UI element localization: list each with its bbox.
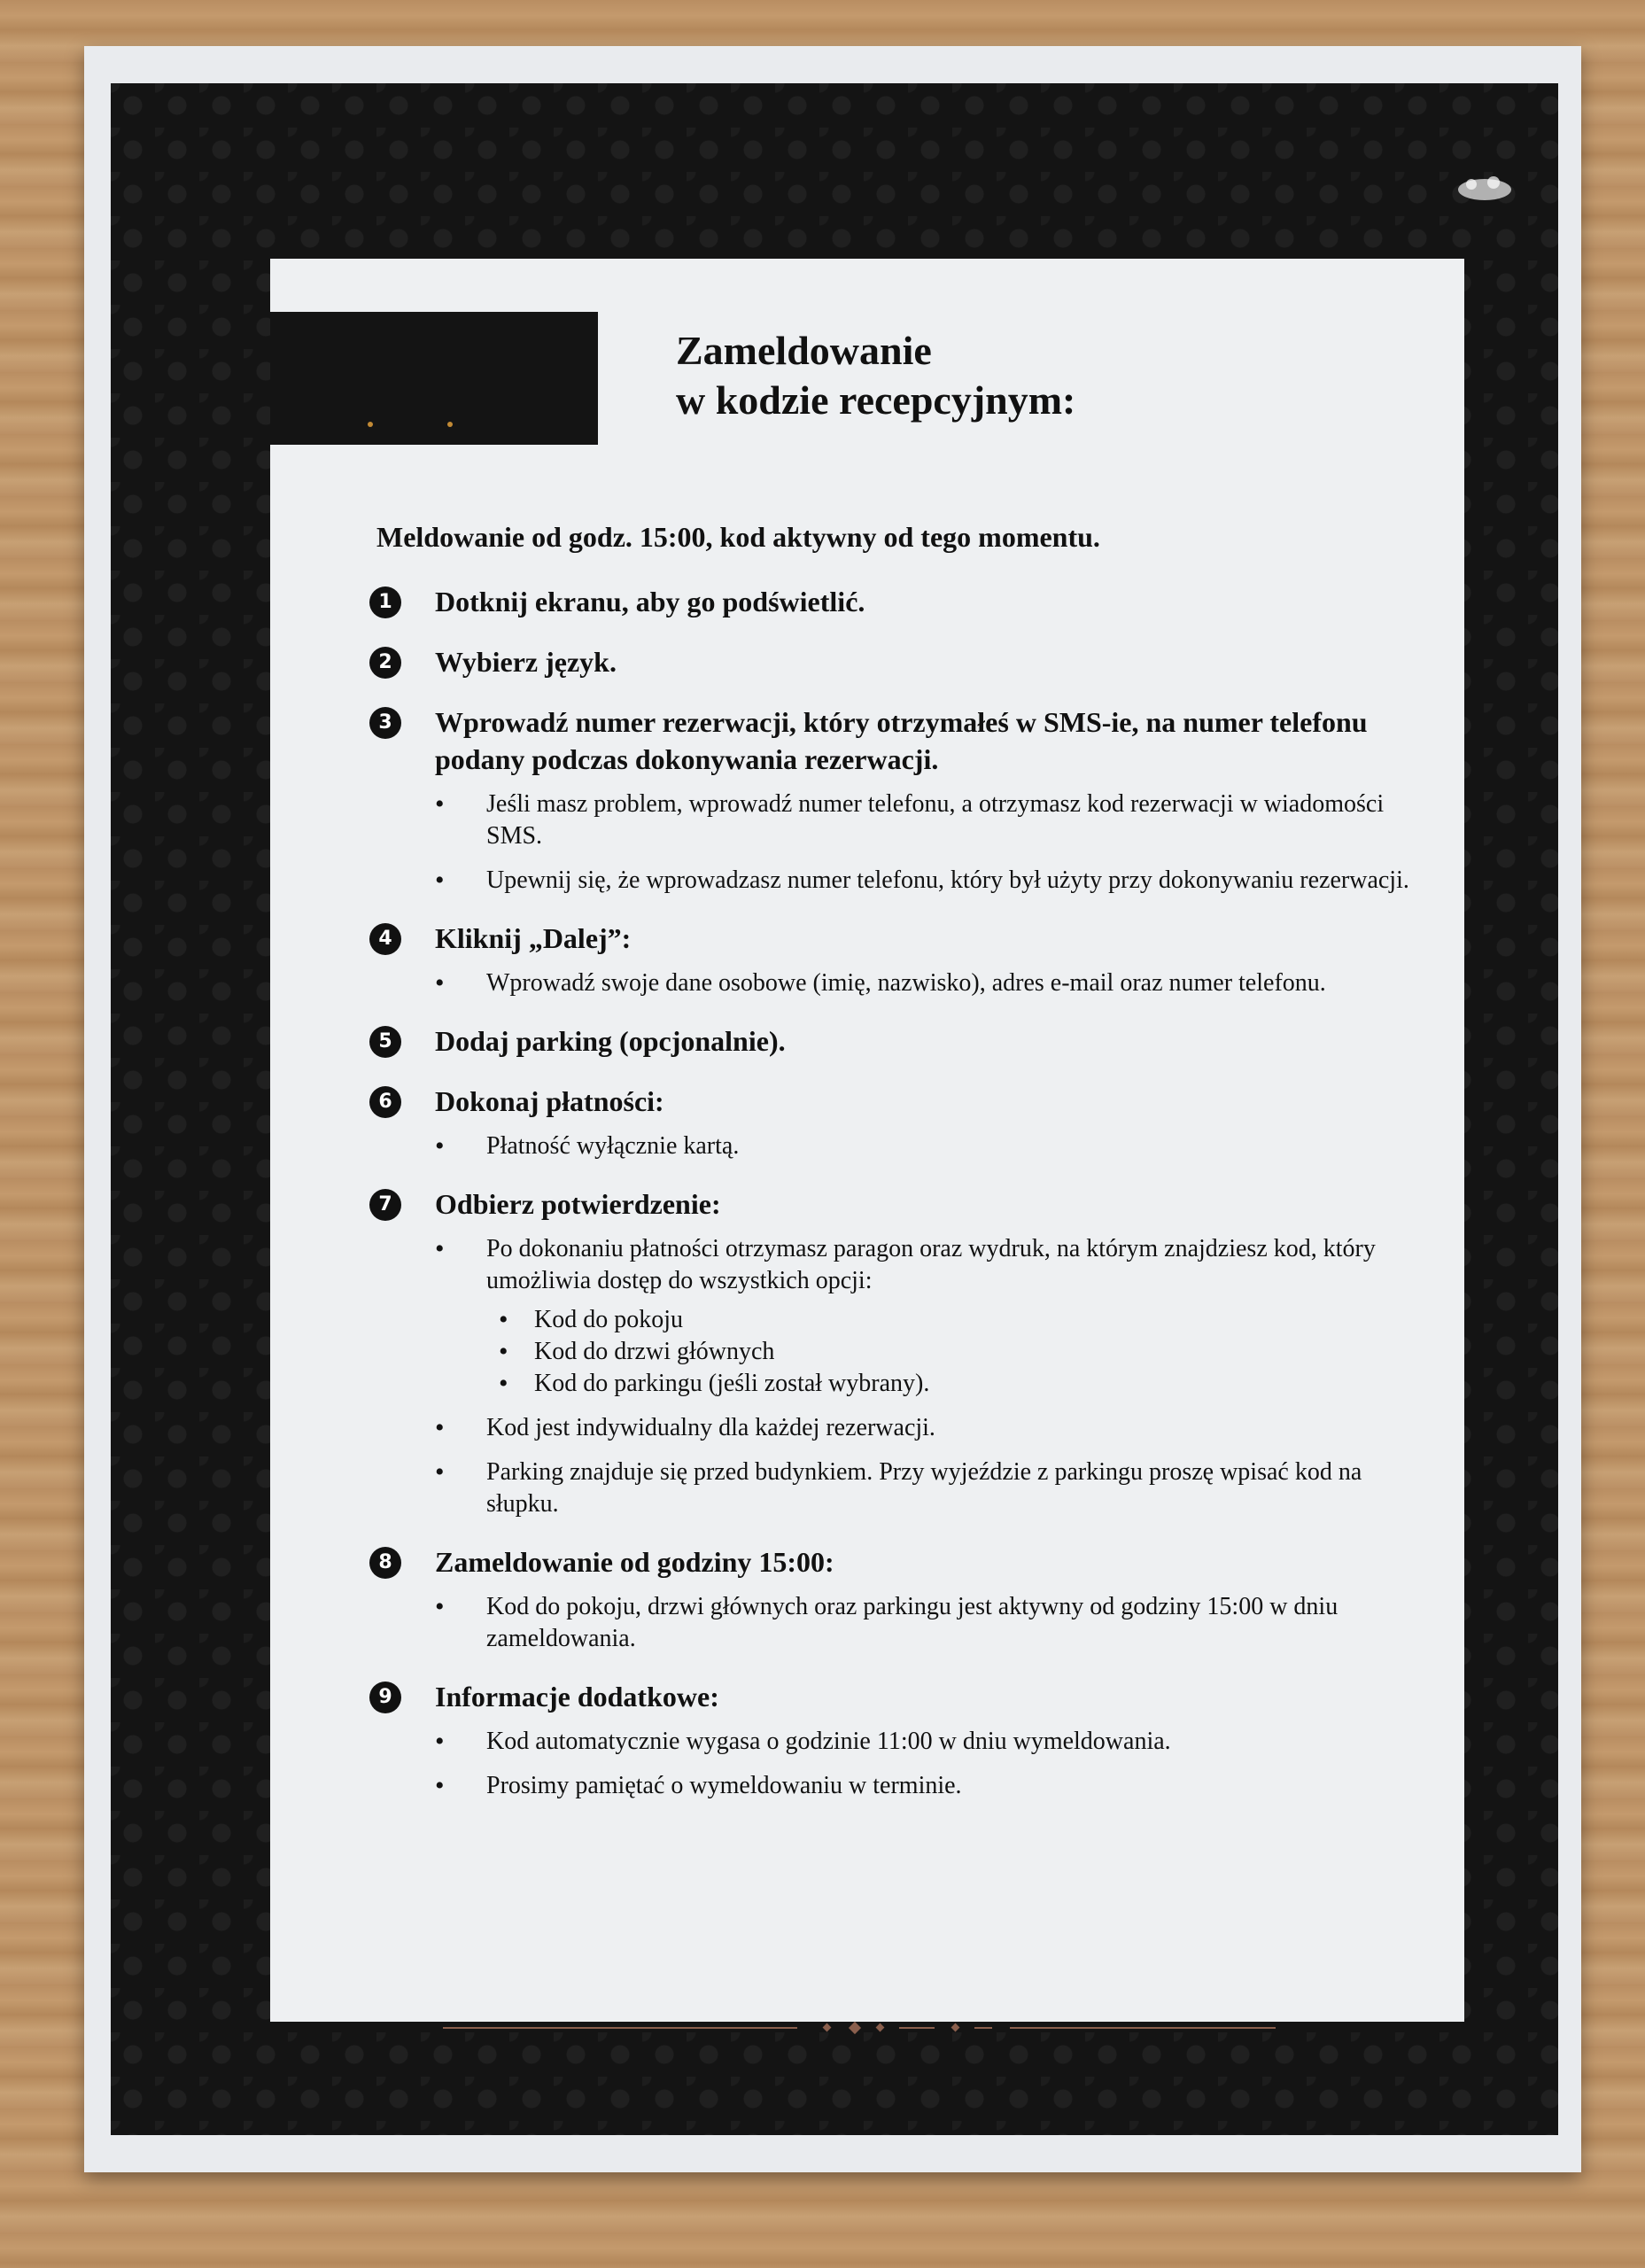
decorative-logo-icon bbox=[1454, 170, 1516, 206]
step-text: Dotknij ekranu, aby go podświetlić. bbox=[435, 586, 865, 617]
divider-line bbox=[899, 2027, 935, 2029]
step-7 bbox=[369, 1185, 1415, 1520]
steps-list bbox=[369, 583, 1415, 1825]
step-bullets bbox=[435, 1591, 1415, 1655]
step-number-badge: 1 bbox=[369, 586, 401, 618]
step-1 bbox=[369, 583, 1415, 620]
divider-line bbox=[1010, 2027, 1276, 2029]
bullet-item: • Kod do pokoju, drzwi głównych oraz parkingu jest aktywny od godziny 15:00 w dniu zameldowania. bbox=[486, 1591, 1415, 1655]
step-text: Wybierz język. bbox=[435, 646, 617, 678]
diamond-icon bbox=[876, 2023, 885, 2032]
step-text: Dodaj parking (opcjonalnie). bbox=[435, 1025, 786, 1057]
step-2 bbox=[369, 643, 1415, 680]
step-6 bbox=[369, 1083, 1415, 1162]
step-bullets bbox=[435, 967, 1415, 999]
title-line-2: w kodzie recepcyjnym: bbox=[676, 377, 1076, 423]
step-number-badge: 3 bbox=[369, 707, 401, 739]
intro-text: Meldowanie od godz. 15:00, kod aktywny od tego momentu. bbox=[376, 521, 1100, 553]
bullet-item: • Prosimy pamiętać o wymeldowaniu w terminie. bbox=[486, 1770, 1415, 1802]
page-title bbox=[676, 326, 1075, 425]
step-number-badge: 5 bbox=[369, 1026, 401, 1058]
step-bullets bbox=[435, 1130, 1415, 1162]
step-bullets bbox=[435, 1233, 1415, 1520]
step-text: Zameldowanie od godziny 15:00: bbox=[435, 1546, 834, 1578]
sub-bullet-item: • Kod do pokoju bbox=[534, 1304, 1415, 1336]
bullet-item: • Wprowadź swoje dane osobowe (imię, nazwisko), adres e-mail oraz numer telefonu. bbox=[486, 967, 1415, 999]
step-text: Wprowadź numer rezerwacji, który otrzymałeś w SMS-ie, na numer telefonu podany podczas dokonywania rezerwacji. bbox=[435, 706, 1368, 775]
step-9 bbox=[369, 1678, 1415, 1802]
step-text: Dokonaj płatności: bbox=[435, 1085, 664, 1117]
step-number-badge: 6 bbox=[369, 1086, 401, 1118]
step-number-badge: 4 bbox=[369, 923, 401, 955]
step-bullets bbox=[435, 788, 1415, 897]
step-text: Informacje dodatkowe: bbox=[435, 1681, 719, 1713]
sub-bullet-item: • Kod do drzwi głównych bbox=[534, 1336, 1415, 1368]
decorative-divider bbox=[443, 2019, 1276, 2037]
sub-bullets bbox=[486, 1304, 1415, 1400]
bullet-text: Po dokonaniu płatności otrzymasz paragon oraz wydruk, na którym znajdziesz kod, który umożliwia dostęp do wszystkich opcji: bbox=[486, 1235, 1376, 1294]
bullet-item: • Jeśli masz problem, wprowadź numer telefonu, a otrzymasz kod rezerwacji w wiadomości SMS. bbox=[486, 788, 1415, 852]
divider-line bbox=[974, 2027, 992, 2029]
instructions-card bbox=[270, 259, 1464, 2022]
step-3 bbox=[369, 703, 1415, 897]
title-line-1: Zamеldowanie bbox=[676, 328, 932, 373]
step-bullets bbox=[435, 1726, 1415, 1802]
step-5 bbox=[369, 1022, 1415, 1060]
step-8 bbox=[369, 1543, 1415, 1655]
sub-bullet-item: • Kod do parkingu (jeśli został wybrany). bbox=[534, 1368, 1415, 1400]
bullet-item: • Upewnij się, że wprowadzasz numer telefonu, który był użyty przy dokonywaniu rezerwacji. bbox=[486, 865, 1415, 897]
step-number-badge: 7 bbox=[369, 1189, 401, 1221]
diamond-icon bbox=[951, 2023, 960, 2032]
black-frame bbox=[111, 83, 1558, 2135]
header-dark-block bbox=[270, 312, 598, 445]
bullet-item: • Płatność wyłącznie kartą. bbox=[486, 1130, 1415, 1162]
step-number-badge: 2 bbox=[369, 647, 401, 679]
glint-mark bbox=[368, 422, 373, 427]
glint-mark bbox=[447, 422, 453, 427]
diamond-icon bbox=[849, 2022, 861, 2034]
step-text: Kliknij „Dalej”: bbox=[435, 922, 632, 954]
bullet-item: • Kod jest indywidualny dla każdej rezerwacji. bbox=[486, 1412, 1415, 1444]
step-number-badge: 8 bbox=[369, 1547, 401, 1579]
printed-sheet bbox=[84, 46, 1581, 2172]
bullet-item: • Parking znajduje się przed budynkiem. Przy wyjeździe z parkingu proszę wpisać kod na słupku. bbox=[486, 1456, 1415, 1520]
step-number-badge: 9 bbox=[369, 1682, 401, 1713]
step-4 bbox=[369, 920, 1415, 999]
bullet-item: • Kod automatycznie wygasa o godzinie 11:00 w dniu wymeldowania. bbox=[486, 1726, 1415, 1758]
divider-line bbox=[443, 2027, 797, 2029]
diamond-icon bbox=[823, 2023, 832, 2032]
bullet-item bbox=[486, 1233, 1415, 1400]
step-text: Odbierz potwierdzenie: bbox=[435, 1188, 721, 1220]
